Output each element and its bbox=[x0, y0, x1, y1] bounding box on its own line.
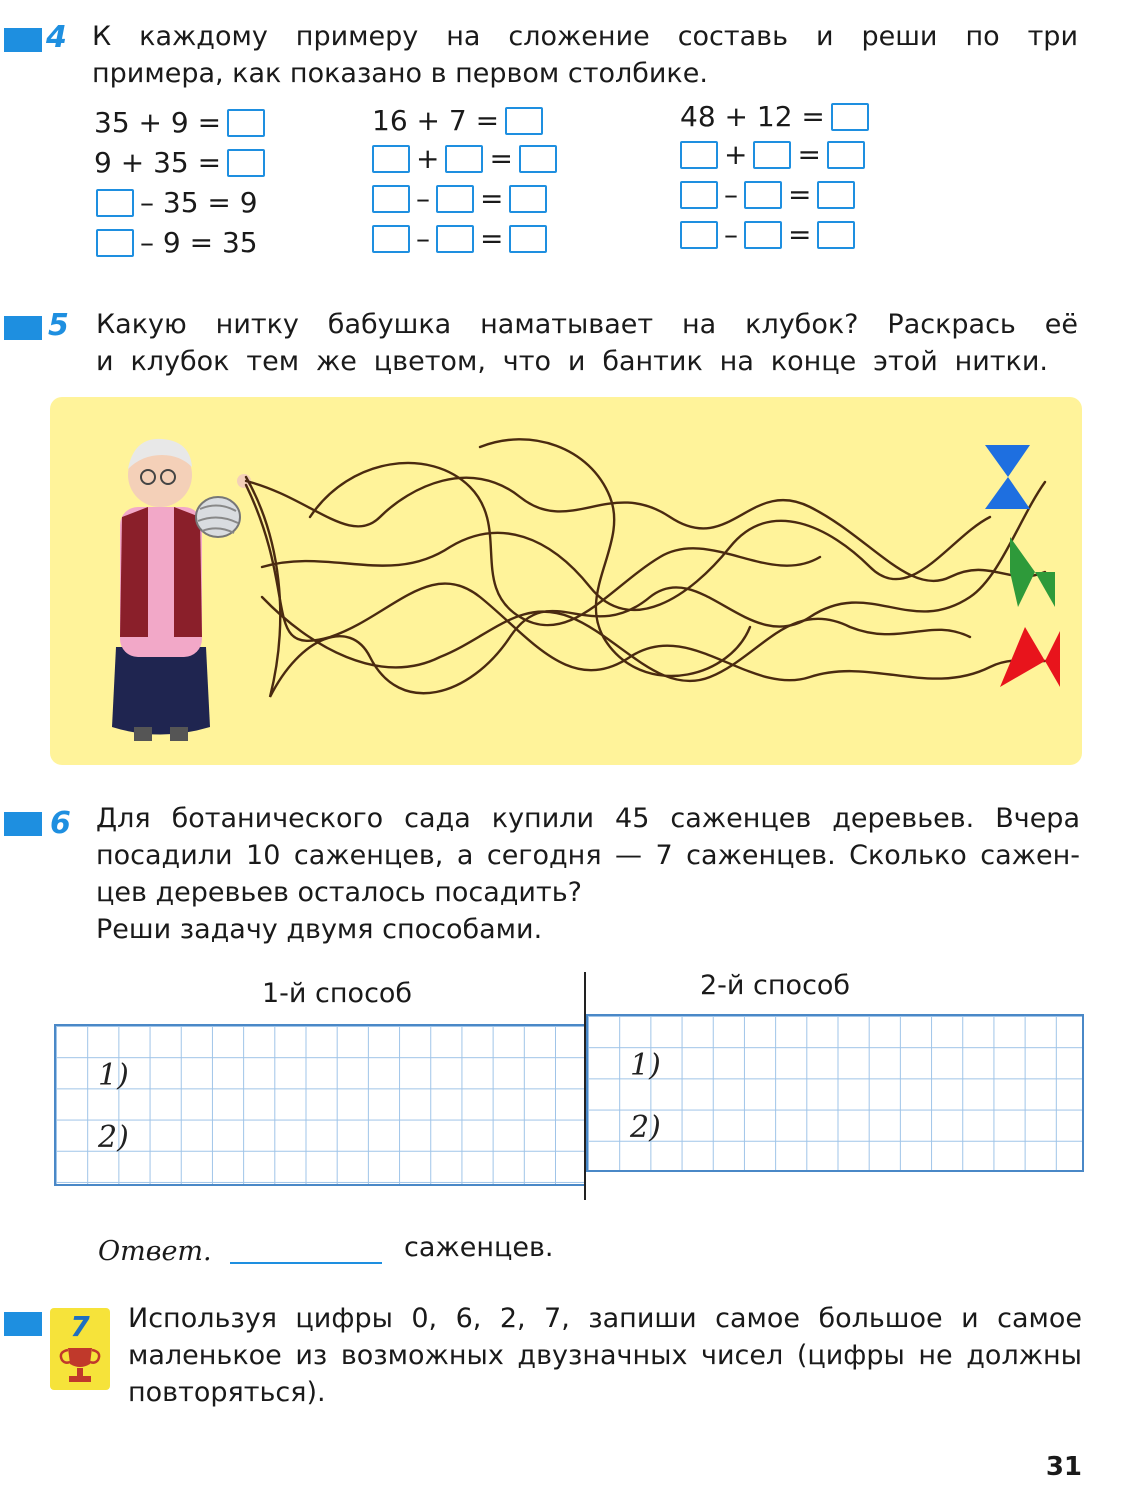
answer-box[interactable] bbox=[227, 149, 265, 177]
minus-sign: – bbox=[724, 218, 738, 251]
minus-sign: – bbox=[416, 182, 430, 215]
answer-box[interactable] bbox=[227, 109, 265, 137]
equation-text: 48 + 12 = bbox=[680, 100, 825, 133]
task-7-number: 7 bbox=[70, 1310, 90, 1343]
task-7-marker bbox=[4, 1312, 42, 1336]
task-7-line: маленькое из возможных двузначных чисел (цифры не должны bbox=[128, 1340, 1082, 1371]
red-bow bbox=[1000, 627, 1060, 687]
answer-box[interactable] bbox=[436, 185, 474, 213]
step-2-label: 2) bbox=[98, 1120, 129, 1155]
task-6-line: Для ботанического сада купили 45 саженцев деревьев. Вчера bbox=[96, 803, 1080, 834]
equation-text: 35 + 9 = bbox=[94, 106, 222, 139]
task-6-text-4 bbox=[96, 911, 1080, 948]
answer-box[interactable] bbox=[445, 145, 483, 173]
blue-bow bbox=[985, 445, 1030, 509]
answer-box[interactable] bbox=[96, 229, 134, 257]
step-2-label: 2) bbox=[630, 1110, 661, 1145]
step-1-label: 1) bbox=[98, 1058, 129, 1093]
task-5-text-2 bbox=[96, 343, 1048, 380]
answer-box[interactable] bbox=[436, 225, 474, 253]
answer-box[interactable] bbox=[753, 141, 791, 169]
method-1-label: 1-й способ bbox=[262, 978, 413, 1009]
tangled-threads bbox=[246, 439, 1045, 697]
answer-box[interactable] bbox=[680, 221, 718, 249]
minus-sign: – bbox=[724, 178, 738, 211]
method-1-grid[interactable] bbox=[54, 1024, 586, 1186]
answer-box[interactable] bbox=[827, 141, 865, 169]
equation bbox=[96, 226, 258, 259]
plus-sign: + bbox=[416, 142, 440, 175]
answer-box[interactable] bbox=[680, 141, 718, 169]
equation bbox=[680, 138, 865, 171]
task-7-line: повторяться). bbox=[128, 1377, 326, 1408]
answer-box[interactable] bbox=[831, 103, 869, 131]
answer-box[interactable] bbox=[680, 181, 718, 209]
answer-box[interactable] bbox=[509, 225, 547, 253]
task-5-marker bbox=[4, 316, 42, 340]
task-7-line: Используя цифры 0, 6, 2, 7, запиши самое большое и самое bbox=[128, 1303, 1082, 1334]
equals-sign: = bbox=[480, 182, 504, 215]
equation bbox=[94, 146, 265, 179]
answer-box[interactable] bbox=[509, 185, 547, 213]
grandmother-figure bbox=[112, 439, 251, 741]
task-4-number: 4 bbox=[46, 20, 67, 55]
equation-text: – 9 = 35 bbox=[140, 226, 258, 259]
trophy-icon bbox=[50, 1308, 110, 1390]
task-4-text bbox=[92, 18, 1078, 55]
equation-text: 9 + 35 = bbox=[94, 146, 222, 179]
equation-text: – 35 = 9 bbox=[140, 186, 258, 219]
task-5-line: Какую нитку бабушка наматывает на клубок? Раскрась её bbox=[96, 309, 1078, 340]
equation-text: 16 + 7 = bbox=[372, 104, 500, 137]
task-5-line: и клубок тем же цветом, что и бантик на конце этой нитки. bbox=[96, 346, 1048, 377]
task-6-text-3 bbox=[96, 874, 1080, 911]
equation bbox=[96, 186, 258, 219]
answer-box[interactable] bbox=[817, 221, 855, 249]
answer-box[interactable] bbox=[505, 107, 543, 135]
thread-maze bbox=[50, 397, 1082, 765]
task-7-text bbox=[128, 1300, 1082, 1337]
task-6-extra: Реши задачу двумя способами. bbox=[96, 914, 543, 945]
equation bbox=[372, 142, 557, 175]
task-4-line: примера, как показано в первом столбике. bbox=[92, 58, 708, 89]
trophy-badge bbox=[50, 1308, 110, 1390]
minus-sign: – bbox=[416, 222, 430, 255]
task-6-text bbox=[96, 800, 1080, 837]
task-6-marker bbox=[4, 812, 42, 836]
answer-box[interactable] bbox=[96, 189, 134, 217]
answer-box[interactable] bbox=[744, 221, 782, 249]
task-5-text bbox=[96, 306, 1078, 343]
answer-box[interactable] bbox=[372, 225, 410, 253]
answer-box[interactable] bbox=[372, 185, 410, 213]
equals-sign: = bbox=[489, 142, 513, 175]
plus-sign: + bbox=[724, 138, 748, 171]
equation bbox=[372, 182, 547, 215]
method-2-label: 2-й способ bbox=[700, 970, 851, 1001]
task-6-text-2 bbox=[96, 837, 1080, 874]
equals-sign: = bbox=[480, 222, 504, 255]
equation bbox=[680, 218, 855, 251]
page-number: 31 bbox=[1045, 1452, 1082, 1482]
answer-input-line[interactable] bbox=[230, 1262, 382, 1264]
method-divider bbox=[584, 972, 586, 1200]
task-6-line: цев деревьев осталось посадить? bbox=[96, 877, 582, 908]
equals-sign: = bbox=[797, 138, 821, 171]
method-2-grid[interactable] bbox=[586, 1014, 1084, 1172]
equation bbox=[372, 222, 547, 255]
task-6-number: 6 bbox=[50, 806, 71, 841]
green-bow bbox=[1010, 537, 1055, 607]
task-4-line: К каждому примеру на сложение составь и реши по три bbox=[92, 21, 1078, 52]
step-1-label: 1) bbox=[630, 1048, 661, 1083]
equals-sign: = bbox=[788, 178, 812, 211]
task-4-marker bbox=[4, 28, 42, 52]
answer-unit: саженцев. bbox=[404, 1232, 554, 1263]
equation bbox=[680, 100, 869, 133]
answer-box[interactable] bbox=[817, 181, 855, 209]
task-7-text-2 bbox=[128, 1337, 1082, 1374]
answer-box[interactable] bbox=[372, 145, 410, 173]
equation bbox=[94, 106, 265, 139]
equals-sign: = bbox=[788, 218, 812, 251]
answer-box[interactable] bbox=[744, 181, 782, 209]
task-5-number: 5 bbox=[48, 308, 69, 343]
answer-box[interactable] bbox=[519, 145, 557, 173]
equation bbox=[372, 104, 543, 137]
thread-maze-illustration bbox=[50, 397, 1082, 765]
task-7-text-3 bbox=[128, 1374, 1082, 1411]
equation bbox=[680, 178, 855, 211]
task-6-line: посадили 10 саженцев, а сегодня — 7 саженцев. Сколько сажен- bbox=[96, 840, 1080, 871]
task-4-text-2 bbox=[92, 55, 1078, 92]
answer-label: Ответ. bbox=[98, 1236, 212, 1267]
